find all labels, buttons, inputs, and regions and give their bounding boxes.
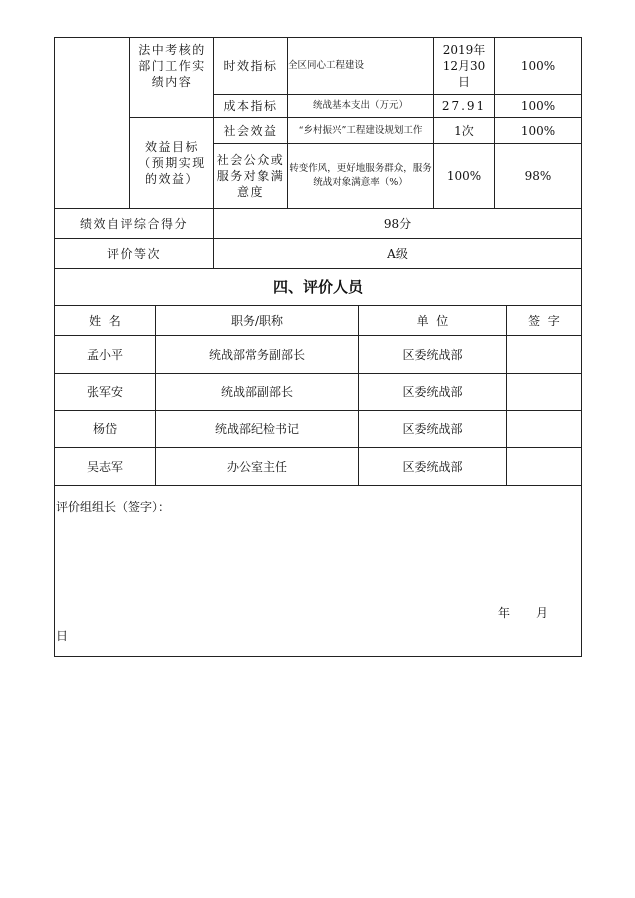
evaluator-signature[interactable] [507,448,581,485]
evaluator-name: 吴志军 [86,459,123,474]
grade-value: A级 [387,246,408,261]
value-cost: 27.91 [441,99,487,113]
self-score-label: 绩效自评综合得分 [79,216,188,231]
self-score-value: 98分 [383,216,412,231]
score-timeliness: 100% [520,58,556,73]
evaluator-title: 统战部常务副部长 [208,347,305,362]
leader-signature-area[interactable] [56,520,576,600]
evaluator-title: 办公室主任 [226,459,287,474]
indicator-timeliness: 时效指标 [223,58,278,73]
value-social-benefit: 1次 [454,123,474,138]
evaluator-title: 统战部副部长 [220,385,293,399]
indicator-satisfaction: 社会公众或服务对象满意度 [216,153,285,199]
table-border-right [581,37,582,657]
content-cost: 统战基本支出（万元） [312,100,408,111]
header-name: 姓 名 [89,313,121,328]
evaluator-signature[interactable] [507,374,581,410]
evaluator-signature[interactable] [507,336,581,373]
grid-line [54,485,582,486]
evaluator-name: 杨岱 [92,422,117,436]
evaluator-unit: 区委统战部 [402,385,463,399]
table-border-bottom [54,656,582,657]
score-cost: 100% [520,99,556,113]
content-rural-revitalization: “乡村振兴”工程建设规划工作 [298,124,423,136]
content-satisfaction: 转变作风，更好地服务群众，服务统战对象满意率（%） [289,163,432,188]
evaluator-title: 统战部纪检书记 [214,422,299,436]
score-social-benefit: 100% [520,123,556,138]
evaluator-unit: 区委统战部 [402,422,463,436]
section-title: 四、评价人员 [272,278,363,296]
header-title: 职务/职称 [230,313,284,328]
grid-line [129,37,130,208]
date-month: 月 [535,606,548,620]
date-year: 年 [497,606,510,620]
indicator-social-benefit: 社会效益 [223,123,278,138]
category-law-assessment: 法中考核的部门工作实绩内容 [138,43,206,89]
value-satisfaction: 100% [446,169,482,183]
header-unit: 单 位 [416,313,449,328]
date-day: 日 [56,629,69,643]
indicator-cost: 成本指标 [223,99,278,113]
evaluator-name: 孟小平 [86,347,123,362]
evaluator-unit: 区委统战部 [402,347,463,362]
header-signature: 签 字 [528,313,560,328]
evaluator-signature[interactable] [507,411,581,447]
content-tongxin-project: 全区同心工程建设 [288,59,365,71]
grade-label: 评价等次 [106,246,161,261]
evaluator-unit: 区委统战部 [402,459,463,474]
score-satisfaction: 98% [524,169,552,183]
evaluator-name: 张军安 [86,385,123,399]
leader-signature-label: 评价组组长（签字）： [56,500,171,514]
value-deadline: 2019年12月30日 [442,43,486,89]
category-benefit: 效益目标（预期实现的效益） [138,140,206,186]
